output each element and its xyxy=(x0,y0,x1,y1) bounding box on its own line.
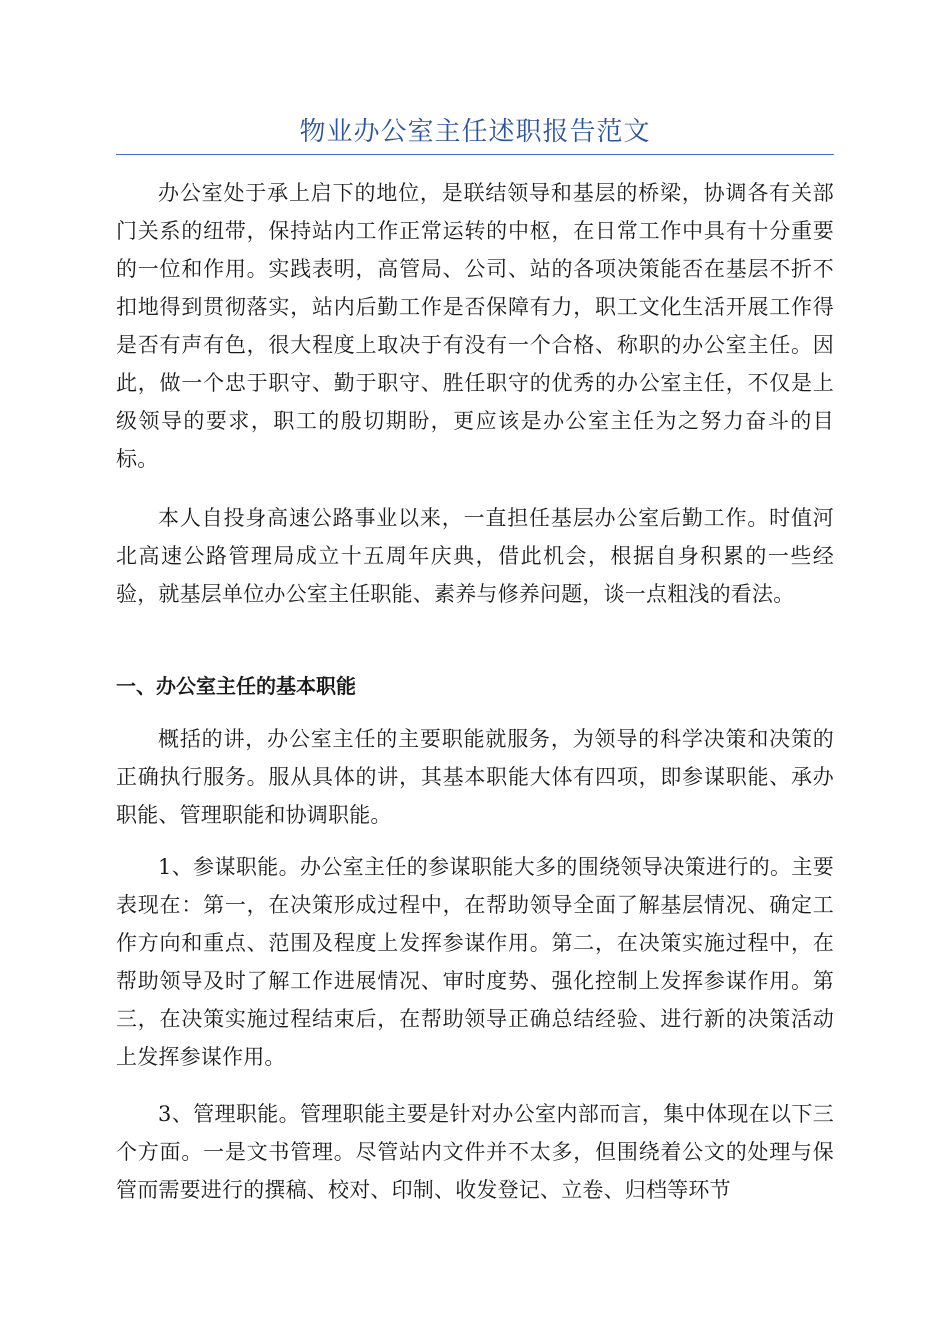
section-heading-basic-functions: 一、办公室主任的基本职能 xyxy=(116,674,356,698)
paragraph-management-function: 3、管理职能。管理职能主要是针对办公室内部而言，集中体现在以下三个方面。一是文书管理。尽管站内文件并不太多，但围绕着公文的处理与保管而需要进行的撰稿、校对、印制、收发登记、立卷、归档等环节 xyxy=(116,1102,834,1202)
document-title: 物业办公室主任述职报告范文 xyxy=(299,117,651,147)
paragraph-functions-summary: 概括的讲，办公室主任的主要职能就服务，为领导的科学决策和决策的正确执行服务。服从具体的讲，其基本职能大体有四项，即参谋职能、承办职能、管理职能和协调职能。 xyxy=(116,727,834,827)
paragraph-self-introduction: 本人自投身高速公路事业以来，一直担任基层办公室后勤工作。时值河北高速公路管理局成立十五周年庆典，借此机会，根据自身积累的一些经验，就基层单位办公室主任职能、素养与修养问题，谈一点粗浅的看法。 xyxy=(116,506,834,606)
paragraph-advisory-function: 1、参谋职能。办公室主任的参谋职能大多的围绕领导决策进行的。主要表现在：第一，在决策形成过程中，在帮助领导全面了解基层情况、确定工作方向和重点、范围及程度上发挥参谋作用。第二，在决策实施过程中，在帮助领导及时了解工作进展情况、审时度势、强化控制上发挥参谋作用。第三，在决策实施过程结束后，在帮助领导正确总结经验、进行新的决策活动上发挥参谋作用。 xyxy=(116,855,834,1069)
paragraph-intro: 办公室处于承上启下的地位，是联结领导和基层的桥梁，协调各有关部门关系的纽带，保持站内工作正常运转的中枢，在日常工作中具有十分重要的一位和作用。实践表明，高管局、公司、站的各项决策能否在基层不折不扣地得到贯彻落实，站内后勤工作是否保障有力，职工文化生活开展工作得是否有声有色，很大程度上取决于有没有一个合格、称职的办公室主任。因此，做一个忠于职守、勤于职守、胜任职守的优秀的办公室主任，不仅是上级领导的要求，职工的殷切期盼，更应该是办公室主任为之努力奋斗的目标。 xyxy=(116,181,834,471)
title-underline xyxy=(116,154,834,155)
